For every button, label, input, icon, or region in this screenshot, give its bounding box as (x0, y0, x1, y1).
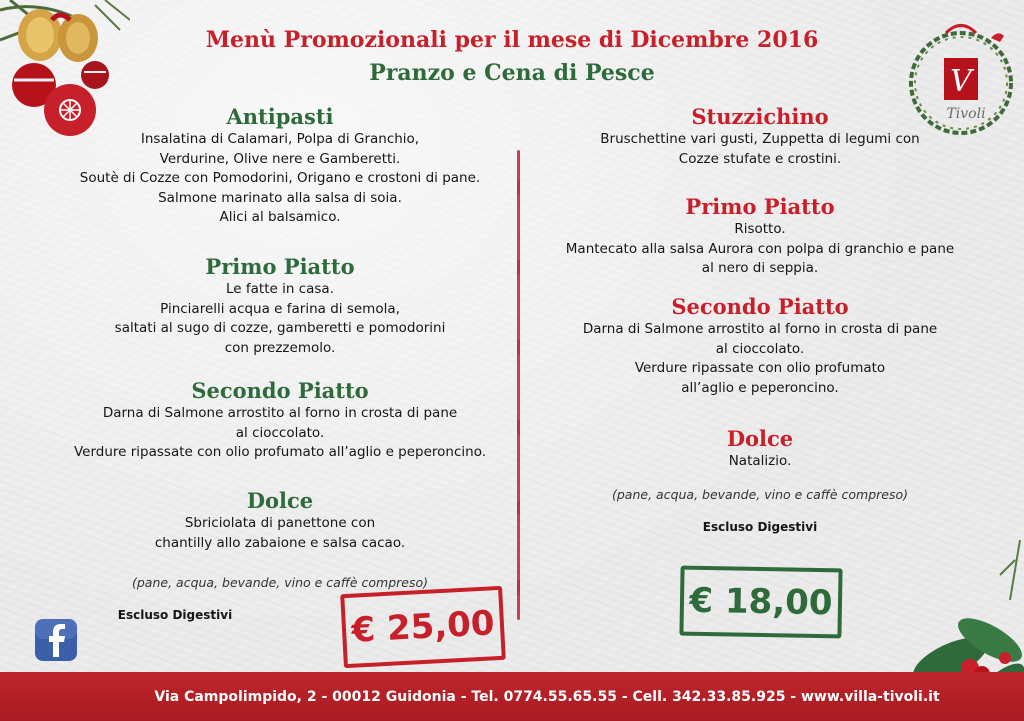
excluded-note: Escluso Digestivi (117, 608, 233, 622)
menu-line: con prezzemolo. (224, 339, 336, 356)
section-heading: Stuzzichino (691, 104, 829, 129)
excluded-note: Escluso Digestivi (702, 520, 818, 534)
price-stamp-right: € 18,00 (679, 566, 842, 639)
left-menu (10, 104, 550, 624)
menu-line: Cozze stufate e crostini. (678, 150, 842, 167)
section-heading: Antipasti (226, 104, 334, 129)
menu-section (490, 104, 1024, 194)
included-note: (pane, acqua, bevande, vino e caffè compreso) (132, 575, 428, 590)
menu-line: Insalatina di Calamari, Polpa di Granchio, (140, 131, 420, 147)
menu-line: chantilly allo zabaione e salsa cacao. (154, 534, 406, 551)
menu-line: Sbriciolata di panettone con (184, 515, 376, 531)
menu-line: Mantecato alla salsa Aurora con polpa di granchio e pane (565, 240, 955, 257)
menu-line: Alici al balsamico. (219, 209, 341, 225)
price-stamp-left: € 25,00 (340, 586, 506, 668)
menu-section (10, 488, 550, 570)
menu-line: Le fatte in casa. (226, 281, 334, 297)
menu-line: Darna di Salmone arrostito al forno in crosta di pane (102, 405, 458, 421)
menu-line: al cioccolato. (715, 340, 805, 357)
menu-line: Salmone marinato alla salsa di soia. (158, 189, 402, 206)
logo-text: Tivoli (946, 106, 986, 122)
menu-section (10, 104, 550, 254)
footer-bar (0, 672, 1024, 721)
right-menu (490, 104, 1024, 536)
section-heading: Primo Piatto (685, 194, 835, 219)
page-title: Menù Promozionali per il mese di Dicembre 2016 (205, 27, 819, 53)
menu-line: Verdure ripassate con olio profumato all’aglio e peperoncino. (73, 444, 487, 460)
menu-section (10, 378, 550, 488)
logo-mark: V (950, 64, 972, 99)
menu-line: Darna di Salmone arrostito al forno in crosta di pane (582, 321, 938, 337)
menu-line: all’aglio e peperoncino. (681, 379, 839, 396)
menu-section (490, 426, 1024, 482)
menu-line: saltati al sugo di cozze, gamberetti e pomodorini (114, 320, 446, 336)
menu-line: Bruschettine vari gusti, Zuppetta di legumi con (600, 131, 920, 147)
menu-section (10, 254, 550, 378)
menu-line: Risotto. (734, 221, 786, 237)
menu-line: Pinciarelli acqua e farina di semola, (160, 300, 400, 317)
menu-section (490, 294, 1024, 426)
section-heading: Secondo Piatto (671, 294, 849, 319)
facebook-icon[interactable] (33, 617, 79, 663)
footer-contact: Via Campolimpido, 2 - 00012 Guidonia - Tel. 0774.55.65.55 - Cell. 342.33.85.925 - www.villa-tivoli.it (154, 688, 940, 705)
menu-line: Verdure ripassate con olio profumato (634, 360, 886, 376)
menu-line: al cioccolato. (235, 424, 325, 441)
included-note: (pane, acqua, bevande, vino e caffè compreso) (612, 487, 908, 502)
section-heading: Dolce (246, 488, 314, 513)
menu-line: al nero di seppia. (701, 260, 819, 276)
menu-line: Verdurine, Olive nere e Gamberetti. (159, 150, 401, 167)
page-subtitle: Pranzo e Cena di Pesce (369, 60, 655, 86)
menu-line: Soutè di Cozze con Pomodorini, Origano e crostoni di pane. (79, 170, 481, 186)
section-heading: Dolce (726, 426, 794, 451)
menu-line: Natalizio. (728, 453, 792, 469)
menu-section (490, 194, 1024, 294)
section-heading: Secondo Piatto (191, 378, 369, 403)
section-heading: Primo Piatto (205, 254, 355, 279)
